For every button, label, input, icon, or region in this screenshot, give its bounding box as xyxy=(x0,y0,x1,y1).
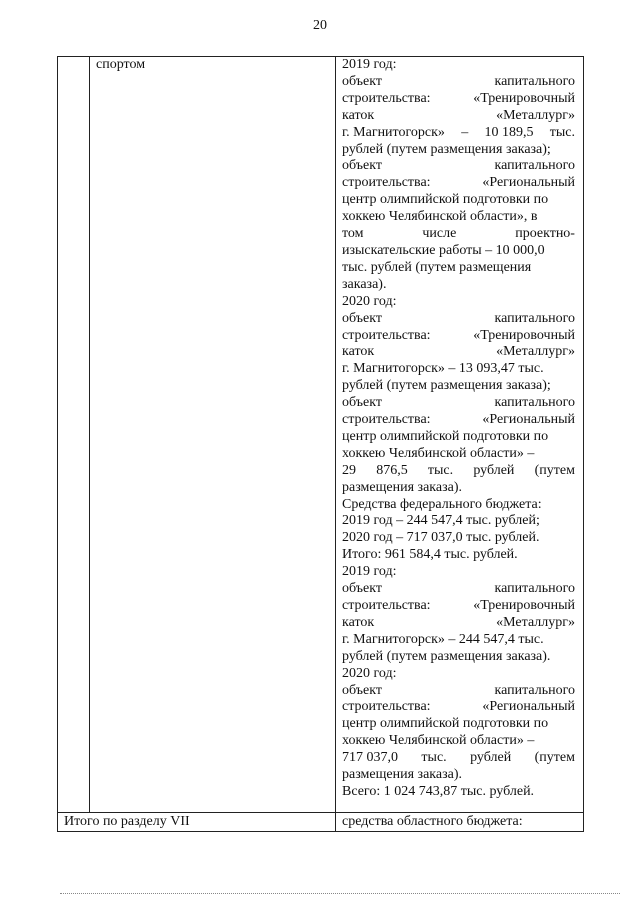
text-line xyxy=(342,311,575,328)
col-divider-2 xyxy=(335,56,336,831)
text-word: капитального xyxy=(494,581,575,597)
text-word: г. Магнитогорск» – 13 093,47 тыс. xyxy=(342,361,544,377)
text-word: рублей (путем размещения заказа). xyxy=(342,648,551,664)
text-word: проектно- xyxy=(515,226,575,242)
text-word: «Тренировочный xyxy=(473,327,575,343)
text-word: объект xyxy=(342,395,382,411)
text-line xyxy=(342,192,575,209)
text-word: 2020 год: xyxy=(342,665,397,681)
text-word: 2020 год – 717 037,0 тыс. рублей. xyxy=(342,530,540,546)
text-line xyxy=(342,581,575,598)
text-word: каток xyxy=(342,614,375,630)
text-word: заказа). xyxy=(342,276,387,292)
text-line xyxy=(342,463,575,480)
text-word: том xyxy=(342,226,364,242)
text-word: «Региональный xyxy=(482,699,575,715)
text-word: хоккею Челябинской области» – xyxy=(342,445,535,461)
text-line xyxy=(342,513,575,530)
text-word: объект xyxy=(342,682,382,698)
text-word: Средства федерального бюджета: xyxy=(342,496,542,512)
text-word: «Тренировочный xyxy=(473,598,575,613)
text-word: числе xyxy=(422,226,457,242)
text-word: рублей xyxy=(473,462,515,478)
text-line xyxy=(342,158,575,175)
text-line xyxy=(342,175,575,192)
text-line xyxy=(342,328,575,345)
text-word: «Металлург» xyxy=(496,614,575,630)
table-cell-regional-budget xyxy=(342,814,575,831)
text-word: капитального xyxy=(494,158,575,174)
text-word: (путем xyxy=(534,750,575,766)
text-line xyxy=(342,209,575,226)
text-line xyxy=(342,683,575,700)
text-line xyxy=(342,446,575,463)
text-word: г. Магнитогорск» – 244 547,4 тыс. xyxy=(342,631,544,647)
text-word: строительства: xyxy=(342,175,431,191)
topic-text: спортом xyxy=(96,57,146,72)
text-line xyxy=(342,632,575,649)
text-line xyxy=(342,666,575,683)
text-word: «Металлург» xyxy=(496,107,575,123)
text-line xyxy=(342,57,575,74)
text-word: хоккею Челябинской области», в xyxy=(342,209,538,225)
text-word: объект xyxy=(342,581,382,597)
text-word: рублей (путем размещения заказа); xyxy=(342,378,551,394)
text-line xyxy=(342,361,575,378)
text-line xyxy=(342,699,575,716)
text-word: каток xyxy=(342,107,375,123)
text-line xyxy=(342,378,575,395)
text-line xyxy=(342,547,575,564)
page-number: 20 xyxy=(313,18,327,33)
text-line xyxy=(342,243,575,260)
text-word: строительства: xyxy=(342,412,431,428)
table-cell-topic xyxy=(96,57,332,74)
text-word: объект xyxy=(342,310,382,326)
text-line xyxy=(342,750,575,767)
text-word: 2019 год: xyxy=(342,564,397,580)
text-line xyxy=(342,91,575,108)
section-total-label: Итого по разделу VII xyxy=(64,814,190,829)
text-word: 2019 год: xyxy=(342,57,397,72)
text-line xyxy=(342,429,575,446)
table-cell-section-total xyxy=(64,814,332,831)
text-word: строительства: xyxy=(342,90,431,106)
text-word: Всего: 1 024 743,87 тыс. рублей. xyxy=(342,783,535,799)
text-word: центр олимпийской подготовки по xyxy=(342,192,549,208)
text-line xyxy=(342,649,575,666)
text-line xyxy=(342,142,575,159)
text-line xyxy=(342,767,575,784)
text-line xyxy=(342,125,575,142)
text-word: «Тренировочный xyxy=(473,90,575,106)
text-line xyxy=(342,564,575,581)
regional-budget-label: средства областного бюджета: xyxy=(342,814,523,829)
text-word: (путем xyxy=(534,462,575,478)
text-word: капитального xyxy=(494,310,575,326)
text-word: центр олимпийской подготовки по xyxy=(342,716,549,732)
text-line xyxy=(342,716,575,733)
text-word: тыс. xyxy=(427,462,454,478)
text-word: тыс. рублей (путем размещения xyxy=(342,259,532,275)
text-line xyxy=(342,615,575,632)
text-line xyxy=(342,784,575,801)
text-word: 2019 год – 244 547,4 тыс. рублей; xyxy=(342,513,540,529)
text-line xyxy=(342,395,575,412)
text-word: капитального xyxy=(494,73,575,89)
text-word: рублей xyxy=(470,750,512,766)
text-line xyxy=(342,294,575,311)
text-line xyxy=(342,497,575,514)
text-word: объект xyxy=(342,73,382,89)
text-word: строительства: xyxy=(342,598,431,613)
text-word: хоккею Челябинской области» – xyxy=(342,733,535,749)
text-line xyxy=(342,344,575,361)
text-line xyxy=(342,733,575,750)
text-word: «Региональный xyxy=(482,175,575,191)
text-word: строительства: xyxy=(342,699,431,715)
text-line xyxy=(342,108,575,125)
col-divider-1 xyxy=(89,56,90,812)
text-word: изыскательские работы – 10 000,0 xyxy=(342,242,545,258)
text-word: 2020 год: xyxy=(342,293,397,309)
text-word: 29 xyxy=(342,462,356,478)
text-line xyxy=(342,480,575,497)
text-word: размещения заказа). xyxy=(342,479,462,495)
text-line xyxy=(342,260,575,277)
text-word: Итого: 961 584,4 тыс. рублей. xyxy=(342,547,518,563)
text-word: тыс. xyxy=(421,750,447,766)
text-line xyxy=(342,530,575,547)
text-line xyxy=(342,598,575,615)
text-word: центр олимпийской подготовки по xyxy=(342,428,549,444)
text-word: рублей (путем размещения заказа); xyxy=(342,141,551,157)
text-word: 876,5 xyxy=(376,462,408,478)
text-word: капитального xyxy=(494,682,575,698)
row-divider xyxy=(57,812,583,813)
text-word: – xyxy=(461,124,469,140)
footer-rule xyxy=(60,893,620,895)
text-word: 717 037,0 xyxy=(342,750,398,766)
text-word: строительства: xyxy=(342,327,431,343)
table-cell-funding xyxy=(342,57,575,801)
text-line xyxy=(342,74,575,91)
text-word: капитального xyxy=(494,395,575,411)
text-line xyxy=(342,226,575,243)
text-word: «Металлург» xyxy=(496,344,575,360)
text-word: размещения заказа). xyxy=(342,767,462,783)
text-word: объект xyxy=(342,158,382,174)
text-word: каток xyxy=(342,344,375,360)
text-word: тыс. xyxy=(549,124,575,140)
text-line xyxy=(342,412,575,429)
text-word: г. Магнитогорск» xyxy=(342,124,445,140)
text-word: 10 189,5 xyxy=(484,124,534,140)
text-line xyxy=(342,277,575,294)
text-word: «Региональный xyxy=(482,412,575,428)
